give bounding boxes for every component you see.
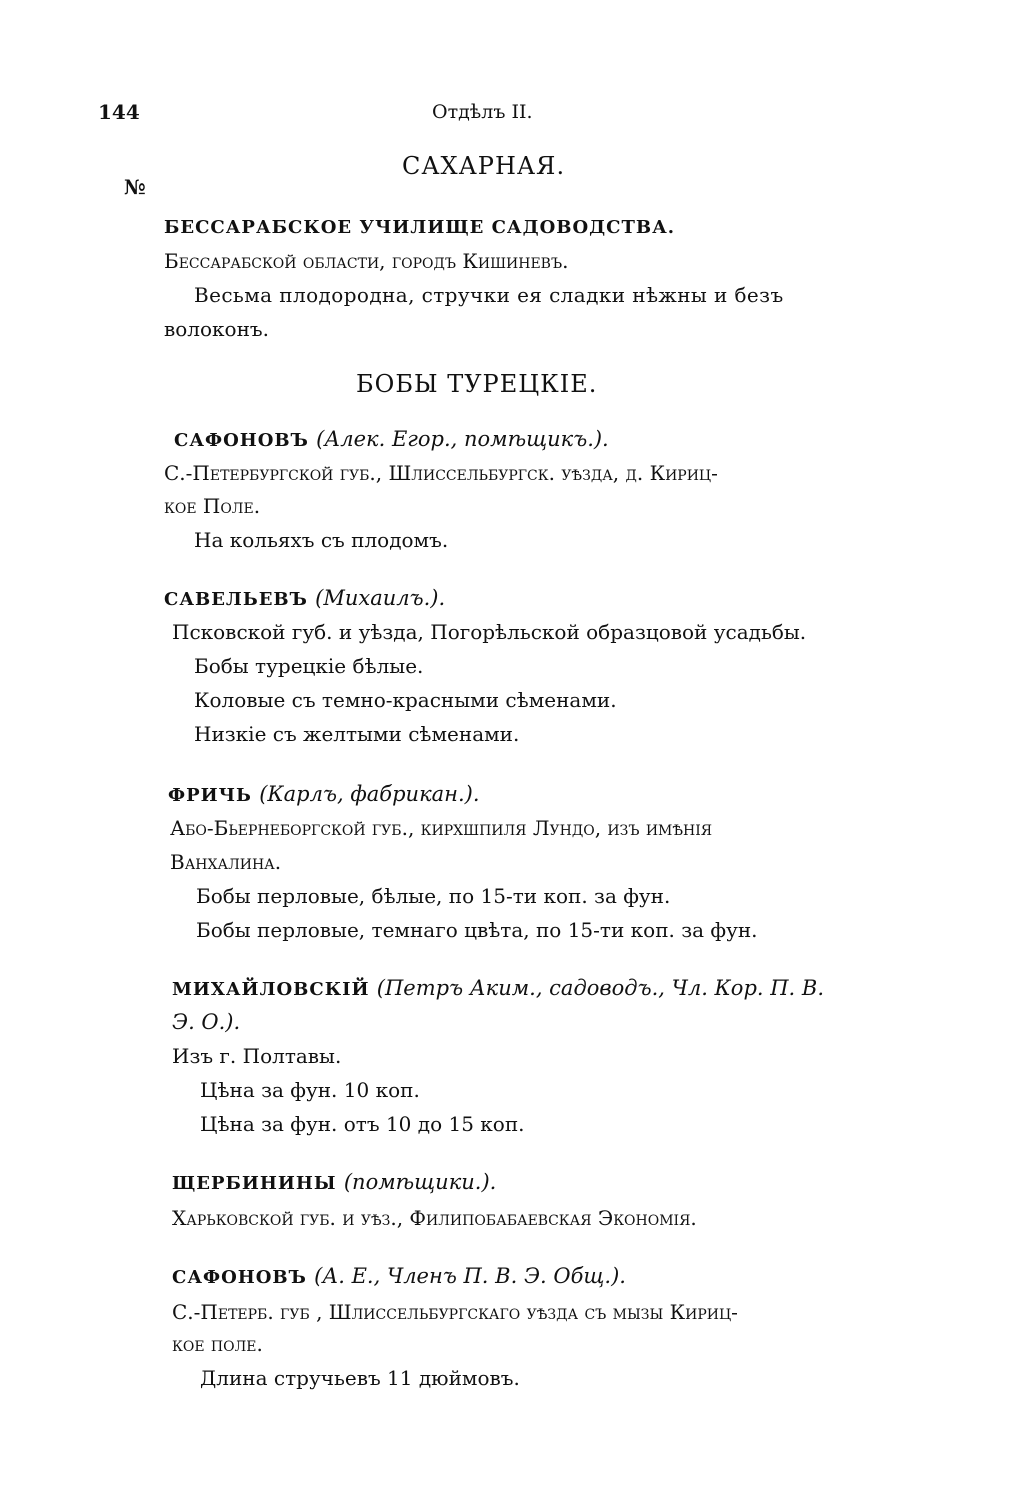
entry-location: Або-Бьернеборгской губ., кирхшпиля Лундо, изъ имѣнія <box>170 816 713 840</box>
entry-description: Бобы турецкіе бѣлые. <box>194 654 424 678</box>
entry-name <box>168 782 480 806</box>
entry-description: Цѣна за фун. отъ 10 до 15 коп. <box>200 1112 525 1136</box>
exhibitor-name: МИХАЙЛОВСКІЙ <box>172 979 370 1000</box>
exhibitor-note: (помѣщики.). <box>343 1170 497 1194</box>
exhibitor-name: САФОНОВЪ <box>172 1267 307 1288</box>
entry-location: Бессарабской области, городъ Кишиневъ. <box>164 249 569 273</box>
entry-location: С.-Петерб. губ , Шлиссельбургскаго уѣзда съ мызы Кириц- <box>172 1300 738 1324</box>
entry-description: Бобы перловые, бѣлые, по 15-ти коп. за фун. <box>196 884 671 908</box>
entry-description: Цѣна за фун. 10 коп. <box>200 1078 420 1102</box>
exhibitor-name: ЩЕРБИНИНЫ <box>172 1173 337 1194</box>
entry-description: Низкіе съ желтыми сѣменами. <box>194 722 520 746</box>
entry-name: БЕССАРАБСКОЕ УЧИЛИЩЕ САДОВОДСТВА. <box>164 217 676 238</box>
entry-location: Изъ г. Полтавы. <box>172 1044 342 1068</box>
exhibitor-note: (Петръ Аким., садоводъ., Чл. Кор. П. В. <box>376 976 825 1000</box>
entry-name <box>172 1170 496 1194</box>
section-title-sugar: САХАРНАЯ. <box>402 152 566 180</box>
entry-name <box>172 1264 626 1288</box>
entry-description: Бобы перловые, темнаго цвѣта, по 15-ти коп. за фун. <box>196 918 758 942</box>
entry-name <box>164 586 445 610</box>
entry-description: волоконъ. <box>164 317 269 341</box>
entry-name-continued <box>172 1010 240 1034</box>
entry-location: кое Поле. <box>164 494 261 518</box>
entry-location: Харьковской губ. и уѣз., Филипобабаевская Экономія. <box>172 1206 697 1230</box>
section-title-turkish-beans: БОБЫ ТУРЕЦКІЕ. <box>356 370 598 398</box>
entry-description: Весьма плодородна, стручки ея сладки нѣжны и безъ <box>194 283 784 307</box>
number-mark: № <box>124 175 146 199</box>
entry-name <box>174 427 609 451</box>
entry-description: Длина стручьевъ 11 дюймовъ. <box>200 1366 520 1390</box>
entry-description: На кольяхъ съ плодомъ. <box>194 528 449 552</box>
exhibitor-note: Э. О.). <box>172 1010 241 1034</box>
exhibitor-name: САФОНОВЪ <box>174 430 309 451</box>
exhibitor-name: ФРИЧЬ <box>168 785 252 806</box>
exhibitor-name: САВЕЛЬЕВЪ <box>164 589 308 610</box>
entry-location: С.-Петербургской губ., Шлиссельбургск. уѣзда, д. Кириц- <box>164 461 718 485</box>
entry-location: кое поле. <box>172 1332 263 1356</box>
entry-location: Псковской губ. и уѣзда, Погорѣльской образцовой усадьбы. <box>172 620 807 644</box>
running-title: Отдѣлъ II. <box>432 101 533 123</box>
exhibitor-note: (Алек. Егор., помѣщикъ.). <box>316 427 609 451</box>
entry-location: Ванхалина. <box>170 850 282 874</box>
exhibitor-note: (Карлъ, фабрикан.). <box>259 782 480 806</box>
entry-name <box>172 976 824 1000</box>
exhibitor-note: (Михаилъ.). <box>315 586 446 610</box>
page-number: 144 <box>98 100 140 124</box>
exhibitor-note: (А. Е., Членъ П. В. Э. Общ.). <box>314 1264 626 1288</box>
entry-description: Коловые съ темно-красными сѣменами. <box>194 688 617 712</box>
